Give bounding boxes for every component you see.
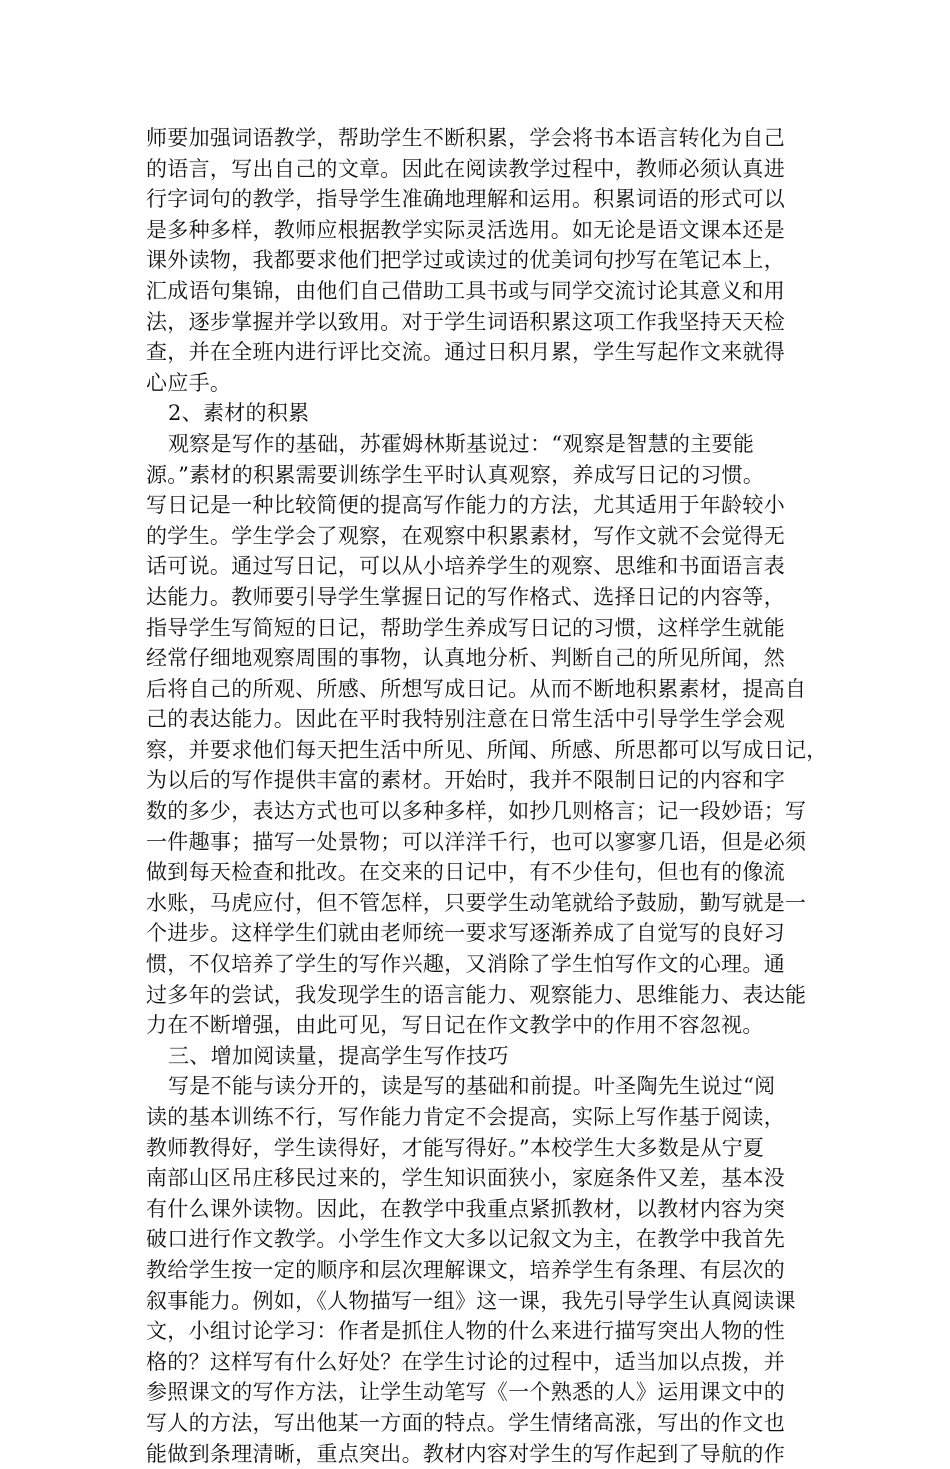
text-line: 的学生。学生学会了观察，在观察中积累素材，写作文就不会觉得无 (146, 523, 785, 548)
text-line: 南部山区吊庄移民过来的，学生知识面狭小，家庭条件又差，基本没 (146, 1166, 785, 1191)
text-line: 做到每天检查和批改。在交来的日记中，有不少佳句，但也有的像流 (146, 860, 785, 885)
text-line: 写日记是一种比较简便的提高写作能力的方法，尤其适用于年龄较小 (146, 493, 785, 518)
text-line: 写是不能与读分开的，读是写的基础和前提。叶圣陶先生说过“阅 (168, 1074, 776, 1099)
text-line: 后将自己的所观、所感、所想写成日记。从而不断地积累素材，提高自 (146, 676, 807, 701)
text-line: 叙事能力。例如，《人物描写一组》这一课，我先引导学生认真阅读课 (146, 1288, 796, 1313)
text-line: 的语言，写出自己的文章。因此在阅读教学过程中，教师必须认真进 (146, 156, 785, 181)
text-line: 破口进行作文教学。小学生作文大多以记叙文为主，在教学中我首先 (146, 1227, 785, 1252)
text-line: 源。”素材的积累需要训练学生平时认真观察，养成写日记的习惯。 (146, 462, 765, 487)
text-line: 经常仔细地观察周围的事物，认真地分析、判断自己的所见所闻，然 (146, 646, 785, 671)
text-line: 格的？这样写有什么好处？在学生讨论的过程中，适当加以点拨，并 (146, 1349, 785, 1374)
section-heading: 2、素材的积累 (168, 401, 310, 426)
section-heading: 三、增加阅读量，提高学生写作技巧 (168, 1043, 509, 1068)
text-line: 数的多少，表达方式也可以多种多样，如抄几则格言；记一段妙语；写 (146, 799, 807, 824)
text-line: 写人的方法，写出他某一方面的特点。学生情绪高涨，写出的作文也 (146, 1410, 785, 1435)
text-line: 为以后的写作提供丰富的素材。开始时，我并不限制日记的内容和字 (146, 768, 785, 793)
text-line: 文，小组讨论学习：作者是抓住人物的什么来进行描写突出人物的性 (146, 1319, 785, 1344)
text-line: 有什么课外读物。因此，在教学中我重点紧抓教材，以教材内容为突 (146, 1196, 785, 1221)
text-line: 行字词句的教学，指导学生准确地理解和运用。积累词语的形式可以 (146, 187, 785, 212)
text-line: 教给学生按一定的顺序和层次理解课文，培养学生有条理、有层次的 (146, 1257, 785, 1282)
text-line: 读的基本训练不行，写作能力肯定不会提高，实际上写作基于阅读， (146, 1105, 785, 1129)
text-line: 指导学生写简短的日记，帮助学生养成写日记的习惯，这样学生就能 (146, 615, 785, 640)
text-line: 一件趣事；描写一处景物；可以洋洋千行，也可以寥寥几语，但是必须 (146, 829, 807, 854)
text-line: 过多年的尝试，我发现学生的语言能力、观察能力、思维能力、表达能 (146, 982, 807, 1007)
text-line: 个进步。这样学生们就由老师统一要求写逐渐养成了自觉写的良好习 (146, 921, 785, 946)
text-line: 己的表达能力。因此在平时我特别注意在日常生活中引导学生学会观 (146, 707, 785, 732)
text-line: 心应手。 (146, 370, 232, 395)
text-line: 察，并要求他们每天把生活中所见、所闻、所感、所思都可以写成日记， (146, 737, 828, 762)
body-text (146, 123, 828, 1469)
text-line: 参照课文的写作方法，让学生动笔写《一个熟悉的人》运用课文中的 (146, 1380, 785, 1405)
text-line: 观察是写作的基础，苏霍姆林斯基说过：“观察是智慧的主要能 (168, 431, 755, 456)
text-line: 话可说。通过写日记，可以从小培养学生的观察、思维和书面语言表 (146, 554, 785, 579)
text-line: 法，逐步掌握并学以致用。对于学生词语积累这项工作我坚持天天检 (146, 309, 785, 334)
text-line: 力在不断增强，由此可见，写日记在作文教学中的作用不容忽视。 (146, 1013, 764, 1038)
text-line: 能做到条理清晰，重点突出。教材内容对学生的写作起到了导航的作 (146, 1441, 785, 1466)
text-line: 教师教得好，学生读得好，才能写得好。”本校学生大多数是从宁夏 (146, 1135, 765, 1160)
text-line: 课外读物，我都要求他们把学过或读过的优美词句抄写在笔记本上， (146, 248, 785, 273)
text-line: 达能力。教师要引导学生掌握日记的写作格式、选择日记的内容等， (146, 584, 785, 609)
text-line: 惯，不仅培养了学生的写作兴趣，又消除了学生怕写作文的心理。通 (146, 952, 785, 977)
text-line: 查，并在全班内进行评比交流。通过日积月累，学生写起作文来就得 (146, 340, 785, 365)
text-line: 师要加强词语教学，帮助学生不断积累，学会将书本语言转化为自己 (146, 126, 785, 150)
text-line: 汇成语句集锦，由他们自己借助工具书或与同学交流讨论其意义和用 (146, 278, 785, 303)
text-line: 是多种多样，教师应根据教学实际灵活选用。如无论是语文课本还是 (146, 217, 785, 242)
text-line: 水账，马虎应付，但不管怎样，只要学生动笔就给予鼓励，勤写就是一 (146, 890, 807, 915)
